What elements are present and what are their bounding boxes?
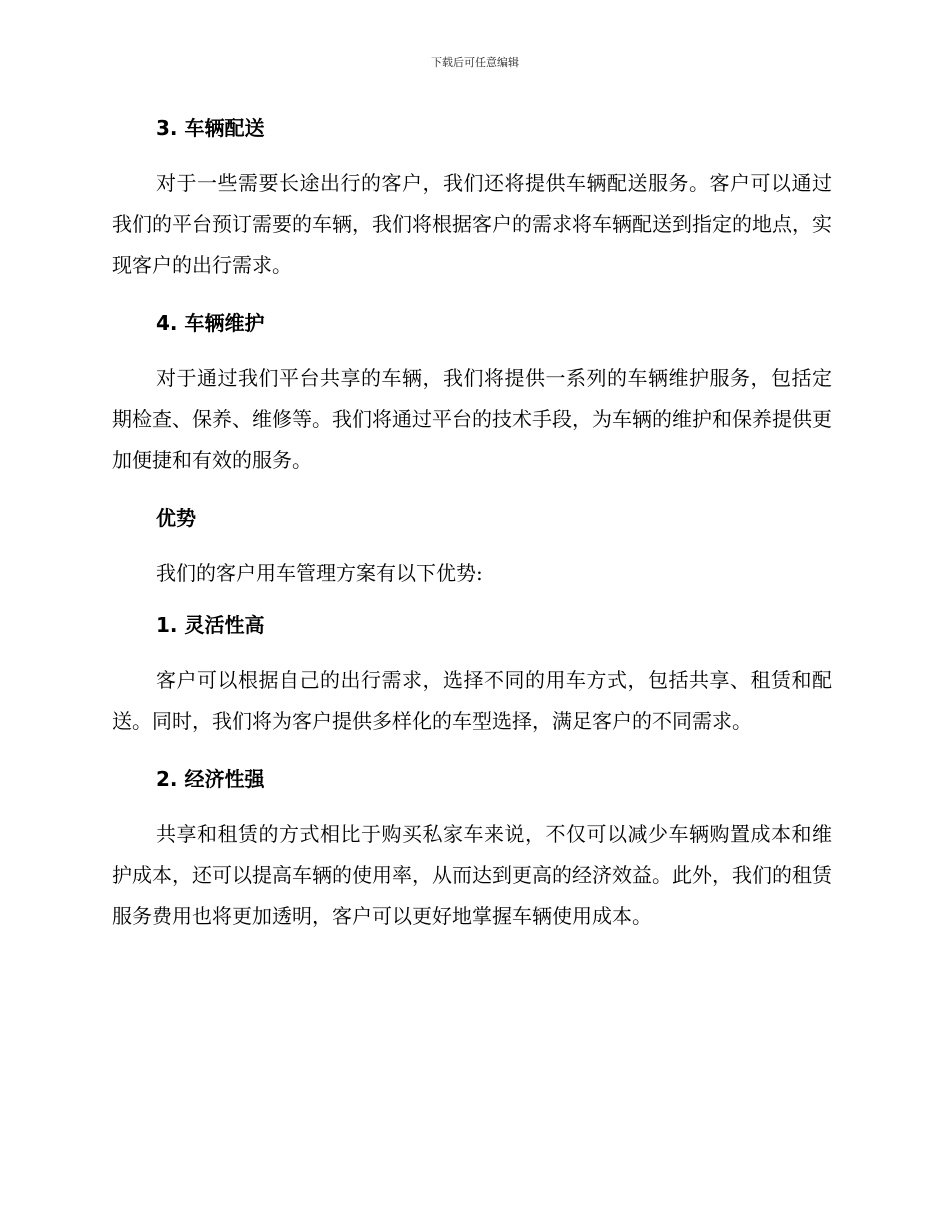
page-header: 下载后可任意编辑 bbox=[431, 56, 519, 69]
section-heading-vehicle-delivery: 3. 车辆配送 bbox=[156, 116, 265, 140]
section-heading-vehicle-maintenance: 4. 车辆维护 bbox=[156, 311, 265, 335]
paragraph-vehicle-maintenance: 对于通过我们平台共享的车辆，我们将提供一系列的车辆维护服务，包括定期检查、保养、维修等。我们将通过平台的技术手段，为车辆的维护和保养提供更加便捷和有效的服务。 bbox=[112, 366, 832, 472]
paragraph-economy: 共享和租赁的方式相比于购买私家车来说，不仅可以减少车辆购置成本和维护成本，还可以提高车辆的使用率，从而达到更高的经济效益。此外，我们的租赁服务费用也将更加透明，客户可以更好地掌握车辆使用成本。 bbox=[112, 822, 832, 928]
paragraph-flexibility: 客户可以根据自己的出行需求，选择不同的用车方式，包括共享、租赁和配送。同时，我们将为客户提供多样化的车型选择，满足客户的不同需求。 bbox=[112, 668, 832, 733]
section-heading-flexibility: 1. 灵活性高 bbox=[156, 613, 265, 637]
section-heading-economy: 2. 经济性强 bbox=[156, 767, 265, 791]
paragraph-advantages-intro: 我们的客户用车管理方案有以下优势: bbox=[156, 561, 483, 585]
section-heading-advantages: 优势 bbox=[156, 506, 196, 530]
document-body bbox=[112, 109, 832, 955]
paragraph-vehicle-delivery: 对于一些需要长途出行的客户，我们还将提供车辆配送服务。客户可以通过我们的平台预订需要的车辆，我们将根据客户的需求将车辆配送到指定的地点，实现客户的出行需求。 bbox=[112, 171, 832, 277]
